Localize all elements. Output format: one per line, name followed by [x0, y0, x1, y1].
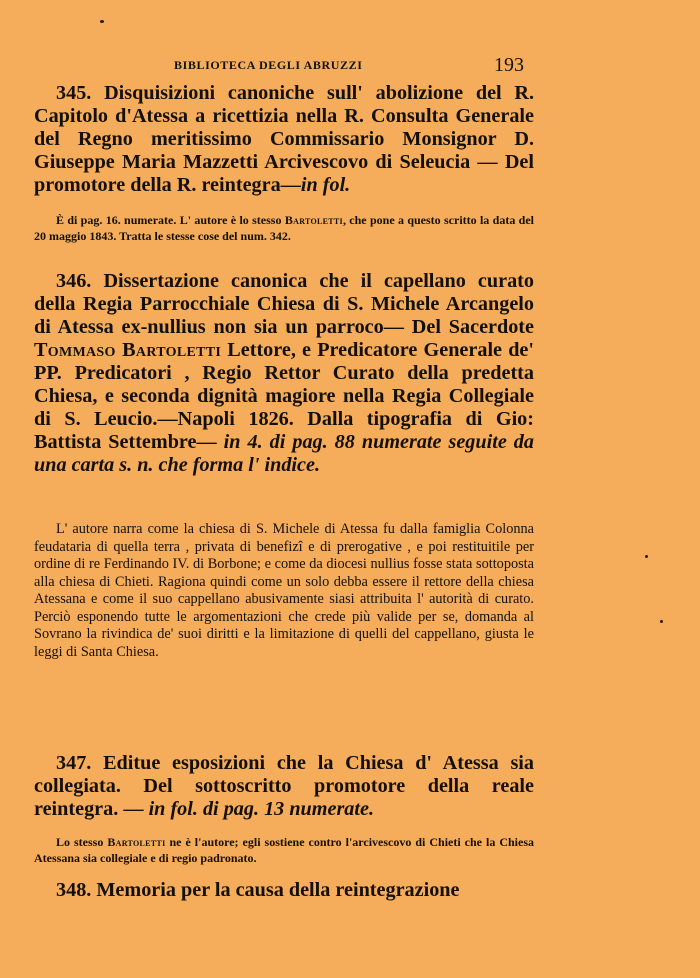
ink-speck	[100, 20, 104, 23]
note-345	[34, 212, 534, 244]
page-header	[174, 56, 524, 78]
ink-speck	[645, 555, 648, 558]
entry-number: 345.	[56, 82, 92, 104]
note-text: L' autore narra come la chiesa di S. Michele di Atessa fu dalla famiglia Colonna feudataria di quella terra , privata di benefizî e di prerogative , e poi restituitile per ordine di re Ferdinando IV. di Borbone; e come da diocesi nullius fosse stata sottoposta alla chiesa di Chieti. Ragiona quindi come un solo debba essere il rettore della chiesa Atessana e come il suo cappellano abusivamente siasi attribuita l' autorità di curato. Perciò esponendo tutte le argomentazioni che crede più valide per se, domanda al Sovrano la rivindica de' suoi diritti e la limitazione di quelli del cappellano, giusta le leggi di Santa Chiesa.	[34, 521, 534, 660]
entry-346	[34, 270, 534, 477]
entry-number: 348.	[56, 879, 92, 901]
entry-text: Dissertazione canonica che il capellano curato della Regia Parrocchiale Chiesa di S. Michele Arcangelo di Atessa ex-nullius non sia un parroco— Del Sacerdote	[34, 270, 534, 338]
entry-345	[34, 82, 534, 197]
note-text: , che pone a questo scritto la data del 20 maggio 1843. Tratta le stesse cose del num. 342.	[34, 213, 534, 243]
running-title: BIBLIOTECA DEGLI ABRUZZI	[174, 58, 363, 72]
note-347	[34, 834, 534, 866]
entry-format: in fol. di pag. 13 numerate.	[148, 798, 375, 820]
author-name: Tommaso Bartoletti	[34, 339, 222, 361]
ink-speck	[660, 620, 663, 623]
entry-text: Lettore, e Predicatore Generale de' PP. Predicatori , Regio Rettor Curato della predetta Chiesa, e seconda dignità magiore nella Regia Collegiale di S. Leucio.—Napoli 1826. Dalla tipografia di Gio: Battista Settembre—	[34, 339, 534, 453]
author-name: Bartoletti	[107, 835, 166, 849]
entry-347	[34, 752, 534, 821]
note-text: Lo stesso	[56, 835, 108, 849]
entry-text: Disquisizioni canoniche sull' abolizione del R. Capitolo d'Atessa a ricettizia nella R. Consulta Generale del Regno meritissimo Commissario Monsignor D. Giuseppe Maria Mazzetti Arcivescovo di Seleucia — Del promotore della R. reintegra—	[34, 82, 535, 196]
note-text: ne è l'autore; egli sostiene contro l'arcivescovo di Chieti che la Chiesa Atessana sia collegiale e di regio padronato.	[34, 835, 534, 865]
note-text: È di pag. 16. numerate. L' autore è lo stesso	[56, 213, 285, 227]
entry-348	[34, 879, 534, 902]
entry-text: Editue esposizioni che la Chiesa d' Atessa sia collegiata. Del sottoscritto promotore della reale reintegra. —	[34, 752, 534, 820]
entry-text: Memoria per la causa della reintegrazione	[96, 879, 460, 901]
page-number: 193	[494, 54, 524, 76]
note-346	[34, 521, 534, 661]
entry-number: 346.	[56, 270, 92, 292]
entry-format: in 4. di pag. 88 numerate seguite da una carta s. n. che forma l' indice.	[34, 431, 534, 476]
author-name: Bartoletti	[284, 213, 343, 227]
entry-format: in fol.	[300, 174, 351, 196]
entry-number: 347.	[56, 752, 92, 774]
